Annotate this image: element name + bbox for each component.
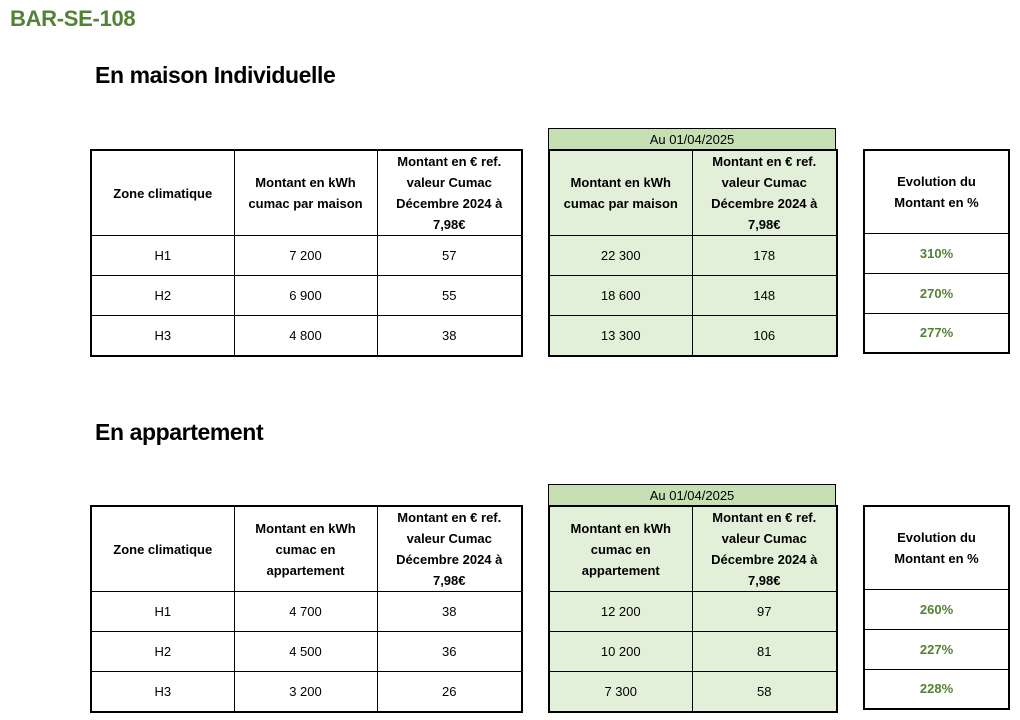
header-evol: Evolution du Montant en % [864, 150, 1009, 233]
table-row [549, 236, 837, 276]
cell-kwh_new: 12 200 [549, 592, 692, 632]
cell-euro: 38 [377, 592, 522, 632]
cell-kwh_new: 13 300 [549, 316, 692, 356]
cell-zone: H2 [91, 632, 234, 672]
cell-kwh: 7 200 [234, 236, 377, 276]
table-row [549, 592, 837, 632]
table-new-values [548, 505, 838, 713]
cell-kwh: 4 500 [234, 632, 377, 672]
header-kwh: Montant en kWh cumac en appartement [234, 506, 377, 592]
cell-zone: H3 [91, 316, 234, 356]
header-euro_new: Montant en € ref. valeur Cumac Décembre 2024 à 7,98€ [692, 150, 837, 236]
header-kwh_new: Montant en kWh cumac en appartement [549, 506, 692, 592]
cell-evol: 260% [864, 589, 1009, 629]
cell-kwh_new: 10 200 [549, 632, 692, 672]
table-row [864, 273, 1009, 313]
cell-evol: 228% [864, 669, 1009, 709]
cell-zone: H1 [91, 236, 234, 276]
cell-evol: 277% [864, 313, 1009, 353]
section-title-appartement: En appartement [95, 419, 264, 445]
header-euro: Montant en € ref. valeur Cumac Décembre 2024 à 7,98€ [377, 506, 522, 592]
cell-zone: H2 [91, 276, 234, 316]
header-evol: Evolution du Montant en % [864, 506, 1009, 589]
date-label: Au 01/04/2025 [548, 484, 836, 506]
cell-euro_new: 97 [692, 592, 837, 632]
table-evolution [863, 505, 1010, 710]
table-row [864, 669, 1009, 709]
header-kwh_new: Montant en kWh cumac par maison [549, 150, 692, 236]
cell-kwh_new: 22 300 [549, 236, 692, 276]
header-zone: Zone climatique [91, 150, 234, 236]
cell-kwh: 6 900 [234, 276, 377, 316]
table-row [91, 236, 522, 276]
cell-evol: 227% [864, 629, 1009, 669]
cell-euro_new: 58 [692, 672, 837, 712]
table-row [549, 276, 837, 316]
table-row [864, 629, 1009, 669]
table-row [91, 316, 522, 356]
header-euro_new: Montant en € ref. valeur Cumac Décembre 2024 à 7,98€ [692, 506, 837, 592]
table-evolution [863, 149, 1010, 354]
header-zone: Zone climatique [91, 506, 234, 592]
cell-euro: 57 [377, 236, 522, 276]
table-new-values [548, 149, 838, 357]
table-row [864, 233, 1009, 273]
cell-euro_new: 148 [692, 276, 837, 316]
cell-euro: 38 [377, 316, 522, 356]
header-euro: Montant en € ref. valeur Cumac Décembre 2024 à 7,98€ [377, 150, 522, 236]
cell-evol: 270% [864, 273, 1009, 313]
cell-zone: H1 [91, 592, 234, 632]
cell-kwh_new: 18 600 [549, 276, 692, 316]
table-row [91, 672, 522, 712]
cell-kwh: 4 700 [234, 592, 377, 632]
cell-euro: 36 [377, 632, 522, 672]
table-row [549, 632, 837, 672]
cell-euro_new: 178 [692, 236, 837, 276]
cell-euro: 55 [377, 276, 522, 316]
table-previous-values [90, 505, 523, 713]
table-row [91, 276, 522, 316]
cell-euro_new: 106 [692, 316, 837, 356]
cell-euro: 26 [377, 672, 522, 712]
table-previous-values [90, 149, 523, 357]
cell-evol: 310% [864, 233, 1009, 273]
table-row [91, 592, 522, 632]
table-row [549, 316, 837, 356]
table-row [864, 313, 1009, 353]
cell-zone: H3 [91, 672, 234, 712]
cell-kwh: 3 200 [234, 672, 377, 712]
table-row [864, 589, 1009, 629]
date-label: Au 01/04/2025 [548, 128, 836, 150]
header-kwh: Montant en kWh cumac par maison [234, 150, 377, 236]
document-code: BAR-SE-108 [10, 6, 136, 31]
cell-euro_new: 81 [692, 632, 837, 672]
cell-kwh: 4 800 [234, 316, 377, 356]
section-title-maison: En maison Individuelle [95, 62, 336, 88]
table-row [91, 632, 522, 672]
table-row [549, 672, 837, 712]
cell-kwh_new: 7 300 [549, 672, 692, 712]
